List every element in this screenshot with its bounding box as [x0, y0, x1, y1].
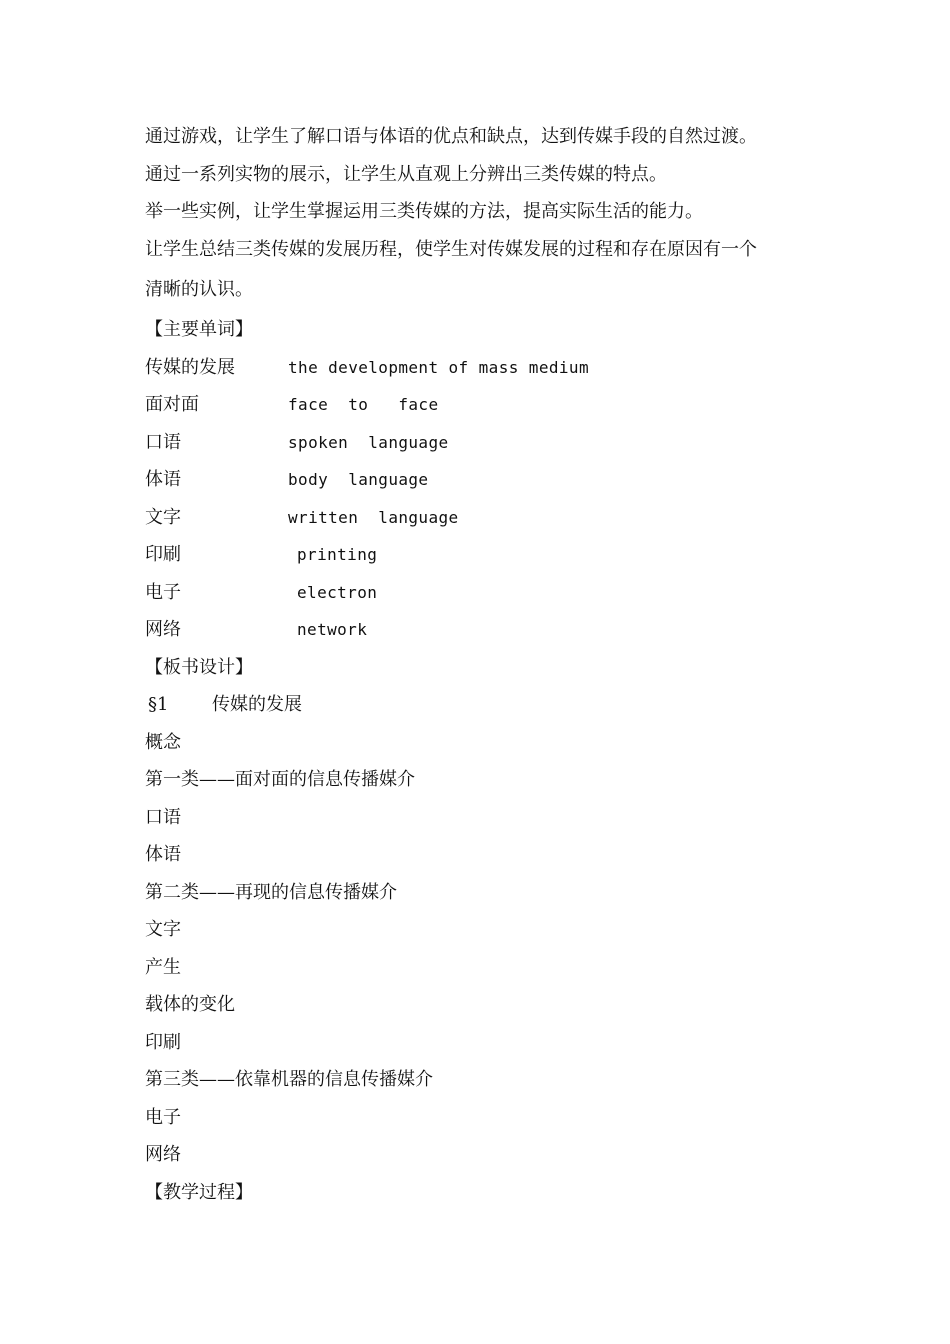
board-item: 第二类——再现的信息传播媒介 [145, 881, 397, 903]
vocab-row [145, 424, 865, 462]
vocab-english: electron [297, 582, 378, 602]
board-item: 第一类——面对面的信息传播媒介 [145, 769, 415, 790]
board-item: 印刷 [145, 1031, 181, 1053]
vocab-row [145, 574, 865, 612]
board-item: 电子 [145, 1106, 181, 1128]
board-heading: 【板书设计】 [145, 656, 253, 678]
vocab-english: network [297, 620, 368, 639]
vocab-chinese: 面对面 [145, 394, 199, 415]
vocab-chinese: 体语 [145, 469, 181, 490]
vocab-row [145, 536, 865, 574]
section-number: §1 [148, 694, 169, 715]
vocab-english: face to face [288, 395, 439, 414]
vocab-heading: 【主要单词】 [145, 319, 253, 340]
vocab-english: written language [288, 507, 459, 527]
vocab-chinese: 口语 [145, 431, 181, 453]
vocab-row [145, 611, 865, 649]
vocab-chinese: 网络 [145, 619, 181, 640]
objective-line: 清晰的认识。 [145, 279, 253, 300]
objective-line: 让学生总结三类传媒的发展历程，使学生对传媒发展的过程和存在原因有一个 [145, 238, 757, 260]
vocab-english: spoken language [288, 432, 449, 452]
objective-line: 通过游戏，让学生了解口语与体语的优点和缺点，达到传媒手段的自然过渡。 [145, 126, 757, 147]
vocab-chinese: 传媒的发展 [145, 356, 235, 378]
vocab-row [145, 386, 865, 424]
board-item: 口语 [145, 806, 181, 828]
objective-line: 举一些实例，让学生掌握运用三类传媒的方法，提高实际生活的能力。 [145, 201, 703, 222]
vocab-chinese: 文字 [145, 506, 181, 528]
board-item: 体语 [145, 844, 181, 865]
board-item: 文字 [145, 919, 181, 940]
vocab-english: body language [288, 470, 429, 489]
vocab-english: printing [297, 545, 378, 564]
document-body [145, 118, 865, 1211]
vocab-english: the development of mass medium [288, 357, 589, 377]
board-title [145, 686, 865, 724]
vocab-row [145, 499, 865, 537]
objective-line: 通过一系列实物的展示，让学生从直观上分辨出三类传媒的特点。 [145, 163, 667, 185]
board-item: 概念 [145, 731, 181, 753]
vocab-row [145, 461, 865, 499]
process-heading: 【教学过程】 [145, 1181, 253, 1203]
board-item: 网络 [145, 1144, 181, 1165]
vocab-chinese: 电子 [145, 581, 181, 603]
section-title: 传媒的发展 [212, 694, 302, 715]
board-item: 载体的变化 [145, 994, 235, 1015]
board-item: 第三类——依靠机器的信息传播媒介 [145, 1069, 433, 1090]
vocab-chinese: 印刷 [145, 544, 181, 565]
board-item: 产生 [145, 956, 181, 978]
vocab-row [145, 349, 865, 387]
